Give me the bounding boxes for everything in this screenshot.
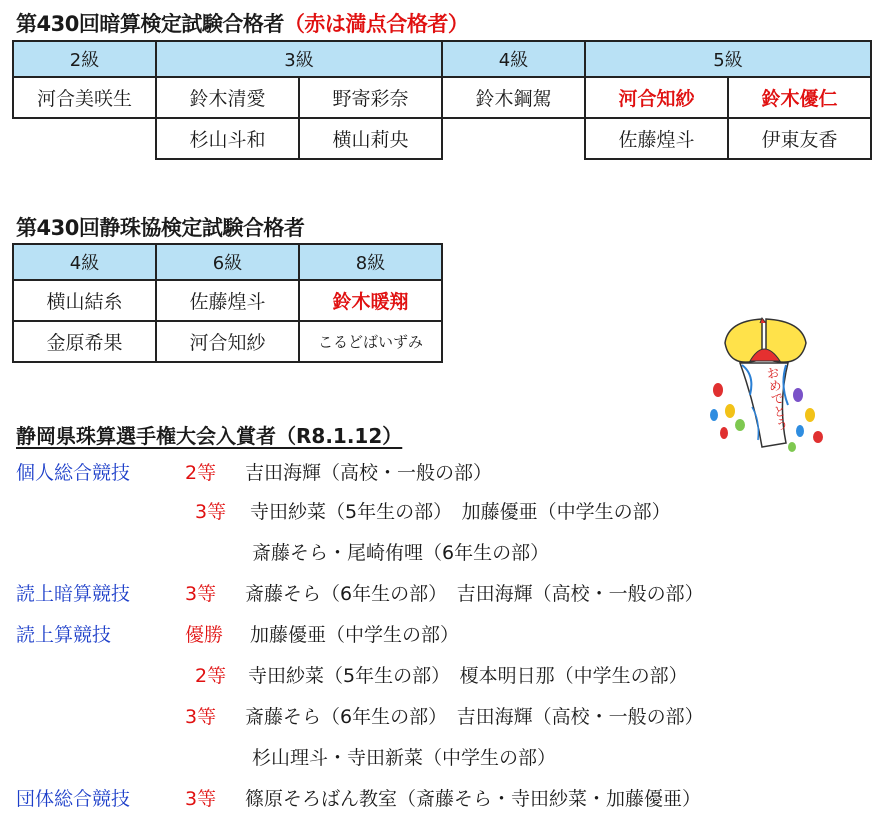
award-rank: 2等: [185, 462, 217, 484]
award-rank: 3等: [185, 788, 217, 810]
name-cell: 佐藤煌斗: [585, 118, 728, 159]
award-winners: 杉山理斗・寺田新菜（中学生の部）: [252, 747, 557, 769]
award-winners: 寺田紗菜（5年生の部） 榎本明日那（中学生の部）: [248, 665, 688, 687]
name-cell: 鈴木清愛: [156, 77, 299, 118]
name-cell: こるどばいずみ: [299, 321, 442, 362]
name-cell: 野寄彩奈: [299, 77, 442, 118]
header-grade-4: 4級: [442, 41, 585, 77]
header-grade-6: 6級: [156, 244, 299, 280]
award-winners: 斎藤そら（6年生の部） 吉田海輝（高校・一般の部）: [245, 706, 704, 728]
name-cell-perfect: 鈴木優仁: [728, 77, 871, 118]
award-rank: 優勝: [185, 624, 224, 646]
award-winners: 吉田海輝（高校・一般の部）: [245, 462, 493, 484]
award-winners: 篠原そろばん教室（斎藤そら・寺田紗菜・加藤優亜）: [245, 788, 702, 810]
empty-cell: [442, 118, 585, 159]
header-grade-8: 8級: [299, 244, 442, 280]
award-event: 個人総合競技: [16, 462, 131, 484]
award-event: 団体総合競技: [16, 788, 131, 810]
header-grade-4: 4級: [13, 244, 156, 280]
section1-title-main: 第430回暗算検定試験合格者: [16, 12, 284, 36]
section3-title: 静岡県珠算選手権大会入賞者（R8.1.12）: [16, 424, 403, 448]
name-cell: 鈴木鋼駕: [442, 77, 585, 118]
award-event: 読上暗算競技: [16, 583, 131, 605]
name-cell: 河合知紗: [156, 321, 299, 362]
name-cell: 横山結糸: [13, 280, 156, 321]
award-winners: 加藤優亜（中学生の部）: [250, 624, 460, 646]
header-grade-3: 3級: [156, 41, 442, 77]
section2-title: 第430回静珠協検定試験合格者: [16, 216, 305, 240]
award-winners: 斎藤そら・尾崎侑哩（6年生の部）: [252, 542, 550, 564]
section1-title-note: （赤は満点合格者）: [283, 12, 469, 36]
name-cell: 佐藤煌斗: [156, 280, 299, 321]
kusudama-text: おめでとう: [762, 365, 789, 433]
name-cell: 杉山斗和: [156, 118, 299, 159]
anzan-results-table: [12, 40, 872, 160]
name-cell: 伊東友香: [728, 118, 871, 159]
award-rank: 3等: [185, 583, 217, 605]
name-cell: 横山莉央: [299, 118, 442, 159]
empty-cell: [13, 118, 156, 159]
name-cell-perfect: 河合知紗: [585, 77, 728, 118]
name-cell-perfect: 鈴木暖翔: [299, 280, 442, 321]
award-rank: 3等: [195, 501, 227, 523]
shuzan-results-table: [12, 243, 443, 363]
name-cell: 河合美咲生: [13, 77, 156, 118]
header-grade-2: 2級: [13, 41, 156, 77]
name-cell: 金原希果: [13, 321, 156, 362]
header-grade-5: 5級: [585, 41, 871, 77]
award-winners: 寺田紗菜（5年生の部） 加藤優亜（中学生の部）: [250, 501, 671, 523]
award-event: 読上算競技: [16, 624, 112, 646]
award-winners: 斎藤そら（6年生の部） 吉田海輝（高校・一般の部）: [245, 583, 704, 605]
award-rank: 3等: [185, 706, 217, 728]
award-rank: 2等: [195, 665, 227, 687]
kusudama-icon: [700, 315, 835, 455]
section1-title: [16, 8, 468, 38]
